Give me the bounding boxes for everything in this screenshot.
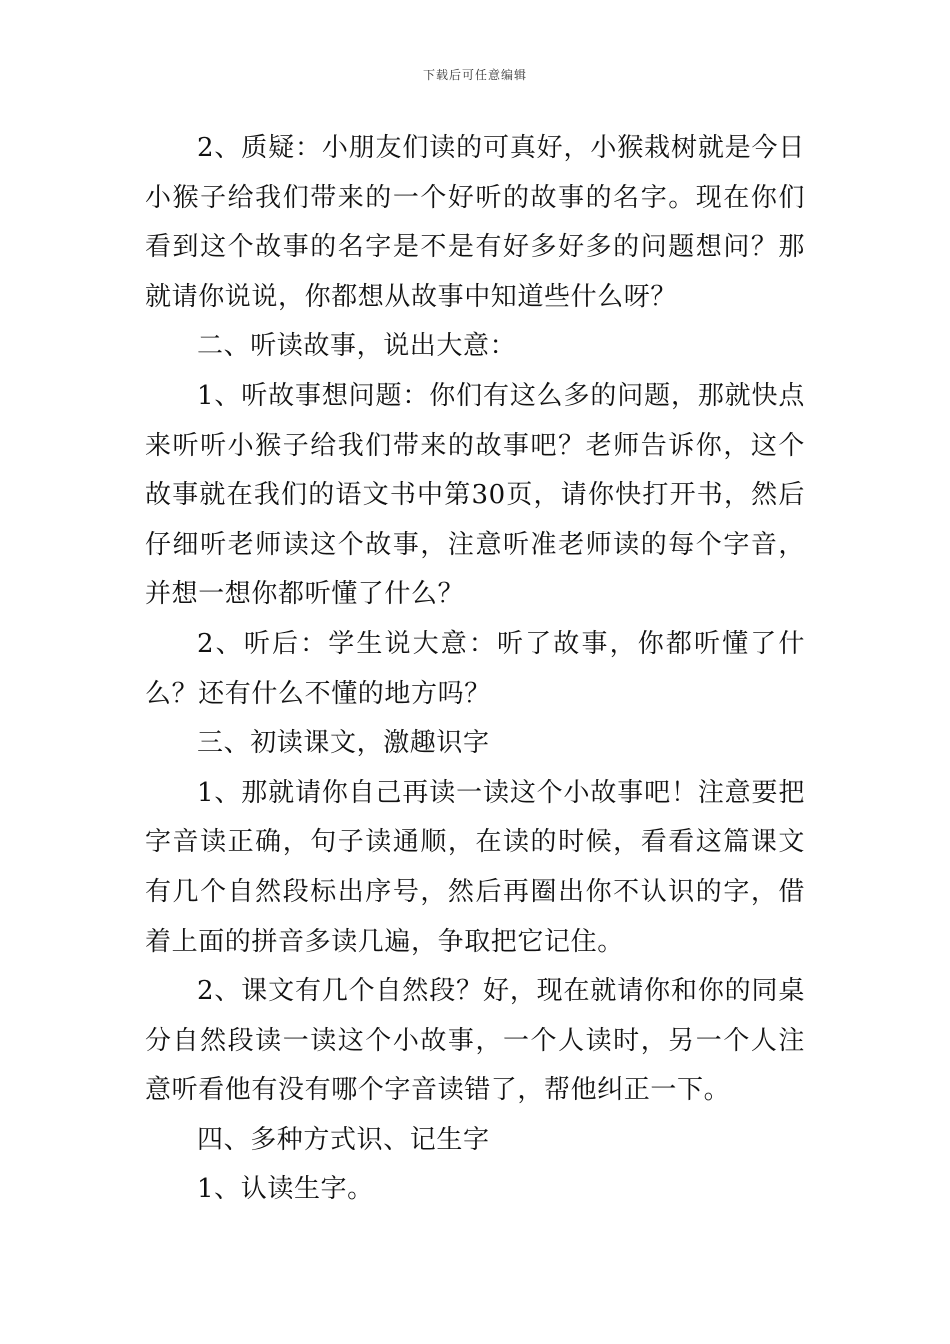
- paragraph-partner-read: 2、课文有几个自然段？好，现在就请你和你的同桌分自然段读一读这个小故事，一个人读时，另一个人注意听看他有没有哪个字音读错了，帮他纠正一下。: [145, 976, 805, 1106]
- paragraph-after-listen: 2、听后：学生说大意：听了故事，你都听懂了什么？还有什么不懂的地方吗？: [145, 628, 805, 709]
- paragraph-listen-story: 1、听故事想问题：你们有这么多的问题，那就快点来听听小猴子给我们带来的故事吧？老师告诉你，这个故事就在我们的语文书中第30页，请你快打开书，然后仔细听老师读这个故事，注意听准老师读的每个字音，并想一想你都听懂了什么？: [145, 380, 805, 610]
- paragraph-self-read: 1、那就请你自己再读一读这个小故事吧！注意要把字音读正确，句子读通顺，在读的时候，看看这篇课文有几个自然段标出序号，然后再圈出你不认识的字，借着上面的拼音多读几遍，争取把它记住。: [145, 777, 805, 957]
- section-heading-listen: 二、听读故事，说出大意：: [197, 331, 517, 362]
- paragraph-read-characters: 1、认读生字。: [197, 1174, 374, 1205]
- document-body: [145, 124, 805, 1215]
- section-heading-first-read: 三、初读课文，激趣识字: [197, 728, 490, 759]
- paragraph-questioning: 2、质疑：小朋友们读的可真好，小猴栽树就是今日小猴子给我们带来的一个好听的故事的名字。现在你们看到这个故事的名字是不是有好多好多的问题想问？那就请你说说，你都想从故事中知道些什么呀？: [145, 133, 805, 312]
- section-heading-characters: 四、多种方式识、记生字: [197, 1124, 490, 1155]
- page-header: 下载后可任意编辑: [422, 68, 527, 82]
